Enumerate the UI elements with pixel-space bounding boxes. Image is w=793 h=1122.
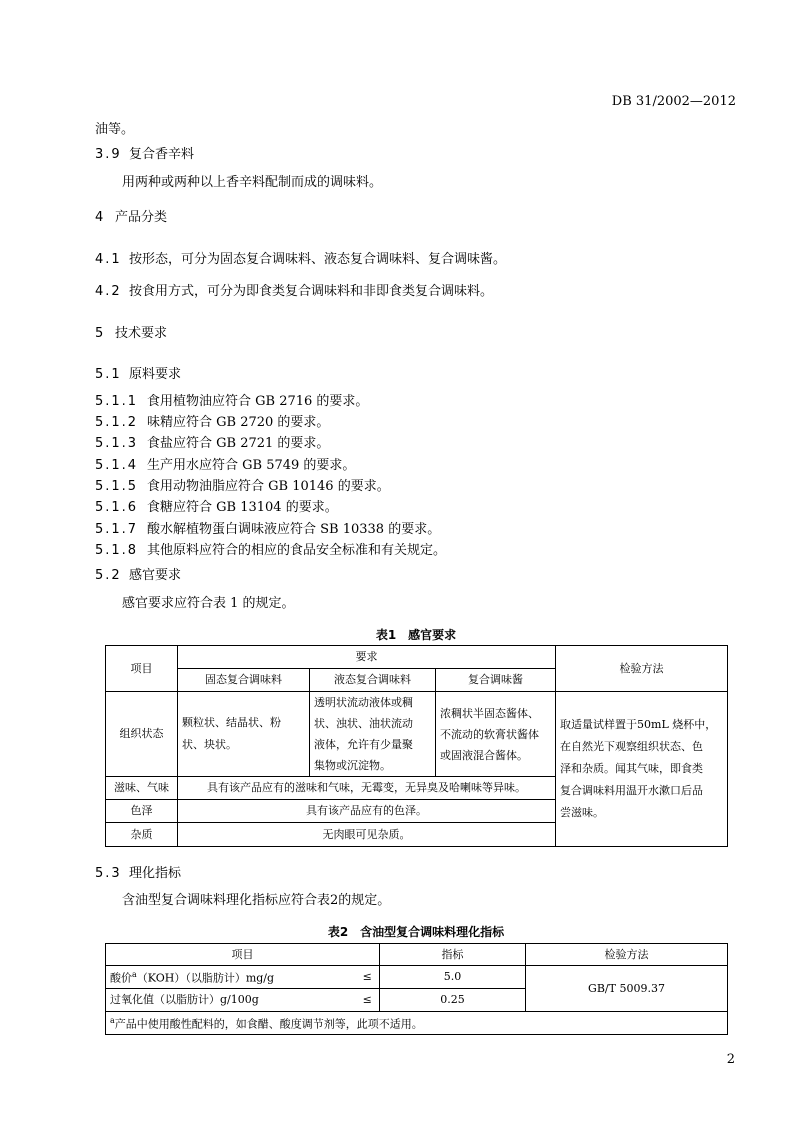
table2-row-label [106,966,356,989]
table2-header-value: 指标 [380,944,526,966]
table1-row-label: 滋味、气味 [106,777,178,800]
table1-cell [178,692,310,777]
table2-footnote [106,1012,728,1035]
continuation-text: 油等。 [95,122,135,137]
section-4-1 [95,252,506,268]
table1-row-label: 组织状态 [106,692,178,777]
section-number: 3.9 [95,147,122,162]
table1-cell: 具有该产品应有的滋味和气味，无霉变，无异臭及哈喇味等异味。 [178,777,556,800]
label-prefix: 酸价 [110,971,132,985]
section-title: 复合香辛料 [129,147,195,162]
section-title: 理化指标 [129,866,182,881]
section-5-1-heading [95,367,181,383]
section-number: 4.2 [95,284,122,299]
table1-header-requirement: 要求 [178,646,556,669]
item-number: 5.1.2 [95,415,139,430]
section-text: 按食用方式，可分为即食类复合调味料和非即食类复合调味料。 [129,284,494,299]
item-number: 5.1.5 [95,479,139,494]
item-number: 5.1.6 [95,500,139,515]
section-number: 5 [95,326,106,341]
table1-header-method: 检验方法 [556,646,728,692]
sub-item-5-1-5 [95,479,390,495]
table1-caption: 表1 感官要求 [375,628,457,642]
section-title: 产品分类 [115,210,168,225]
item-text: 食盐应符合 GB 2721 的要求。 [147,436,330,451]
table2-operator: ≤ [356,966,380,989]
table2-caption: 表2 含油型复合调味料理化指标 [327,925,505,939]
table1-cell-text: 透明状流动液体或稠 状、浊状、油状流动 液体，允许有少量聚 集物或沉淀物。 [314,696,413,772]
table1-cell [436,692,556,777]
item-number: 5.1.4 [95,458,139,473]
table2 [105,943,728,1035]
table1-cell-text: 浓稠状半固态酱体、 不流动的软膏状酱体 或固液混合酱体。 [440,706,539,762]
table2-header-method: 检验方法 [526,944,728,966]
section-text: 按形态，可分为固态复合调味料、液态复合调味料、复合调味酱。 [129,252,507,267]
table1-header-item: 项目 [106,646,178,692]
sub-item-5-1-7 [95,522,440,538]
table1-cell [310,692,436,777]
section-number: 4.1 [95,252,122,267]
section-4-2 [95,284,493,300]
item-text: 酸水解植物蛋白调味液应符合 SB 10338 的要求。 [147,522,441,537]
sub-item-5-1-8 [95,543,446,559]
table2-value: 0.25 [380,989,526,1012]
section-number: 4 [95,210,106,225]
sub-item-5-1-2 [95,415,329,431]
item-number: 5.1.7 [95,522,139,537]
item-text: 食用植物油应符合 GB 2716 的要求。 [147,394,369,409]
table2-value: 5.0 [380,966,526,989]
section-5-2-body: 感官要求应符合表 1 的规定。 [122,596,295,611]
sub-item-5-1-1 [95,394,368,410]
footnote-marker: a [110,1016,115,1026]
section-5-3-heading [95,866,181,882]
sub-item-5-1-4 [95,458,355,474]
table1-method-text: 取适量试样置于50mL 烧杯中， 在自然光下观察组织状态、色 泽和杂质。闻其气味，即食类 复合调味料用温开水漱口后品 尝滋味。 [560,718,717,819]
section-3-9-heading [95,147,194,163]
table2-method-cell: GB/T 5009.37 [526,966,728,1012]
table1-method-cell [556,692,728,847]
table1-subheader-liquid: 液态复合调味料 [310,669,436,692]
footnote-text: 产品中使用酸性配料的，如食醋、酸度调节剂等，此项不适用。 [114,1017,423,1031]
item-text: 味精应符合 GB 2720 的要求。 [147,415,330,430]
section-number: 5.1 [95,367,122,382]
item-text: 食用动物油脂应符合 GB 10146 的要求。 [147,479,390,494]
table1-cell-text: 颗粒状、结晶状、粉 状、块状。 [182,716,281,751]
table1-cell: 无肉眼可见杂质。 [178,823,556,847]
section-5-heading [95,326,167,342]
section-4-heading [95,210,167,226]
table1-subheader-sauce: 复合调味酱 [436,669,556,692]
item-number: 5.1.1 [95,394,139,409]
table1 [105,645,728,847]
sub-item-5-1-3 [95,436,329,452]
section-title: 感官要求 [129,568,182,583]
section-title: 原料要求 [129,367,182,382]
section-5-2-heading [95,568,181,584]
table1-row-label: 色泽 [106,800,178,823]
item-text: 食糖应符合 GB 13104 的要求。 [147,500,338,515]
table2-operator: ≤ [356,989,380,1012]
item-text: 其他原料应符合的相应的食品安全标准和有关规定。 [147,543,447,558]
sub-item-5-1-6 [95,500,338,516]
table2-row-label: 过氧化值（以脂肪计）g/100g [106,989,356,1012]
table2-header-item: 项目 [106,944,380,966]
page-number: 2 [726,1052,735,1067]
footnote-marker: a [132,970,137,980]
section-number: 5.2 [95,568,122,583]
item-number: 5.1.8 [95,543,139,558]
item-text: 生产用水应符合 GB 5749 的要求。 [147,458,356,473]
item-number: 5.1.3 [95,436,139,451]
table1-subheader-solid: 固态复合调味料 [178,669,310,692]
document-code: DB 31/2002—2012 [611,94,736,109]
label-suffix: （KOH）（以脂肪计）mg/g [136,971,275,985]
section-title: 技术要求 [115,326,168,341]
table1-cell: 具有该产品应有的色泽。 [178,800,556,823]
table1-row-label: 杂质 [106,823,178,847]
section-3-9-body: 用两种或两种以上香辛料配制而成的调味料。 [122,175,383,190]
section-5-3-body: 含油型复合调味料理化指标应符合表2的规定。 [122,893,391,908]
section-number: 5.3 [95,866,122,881]
